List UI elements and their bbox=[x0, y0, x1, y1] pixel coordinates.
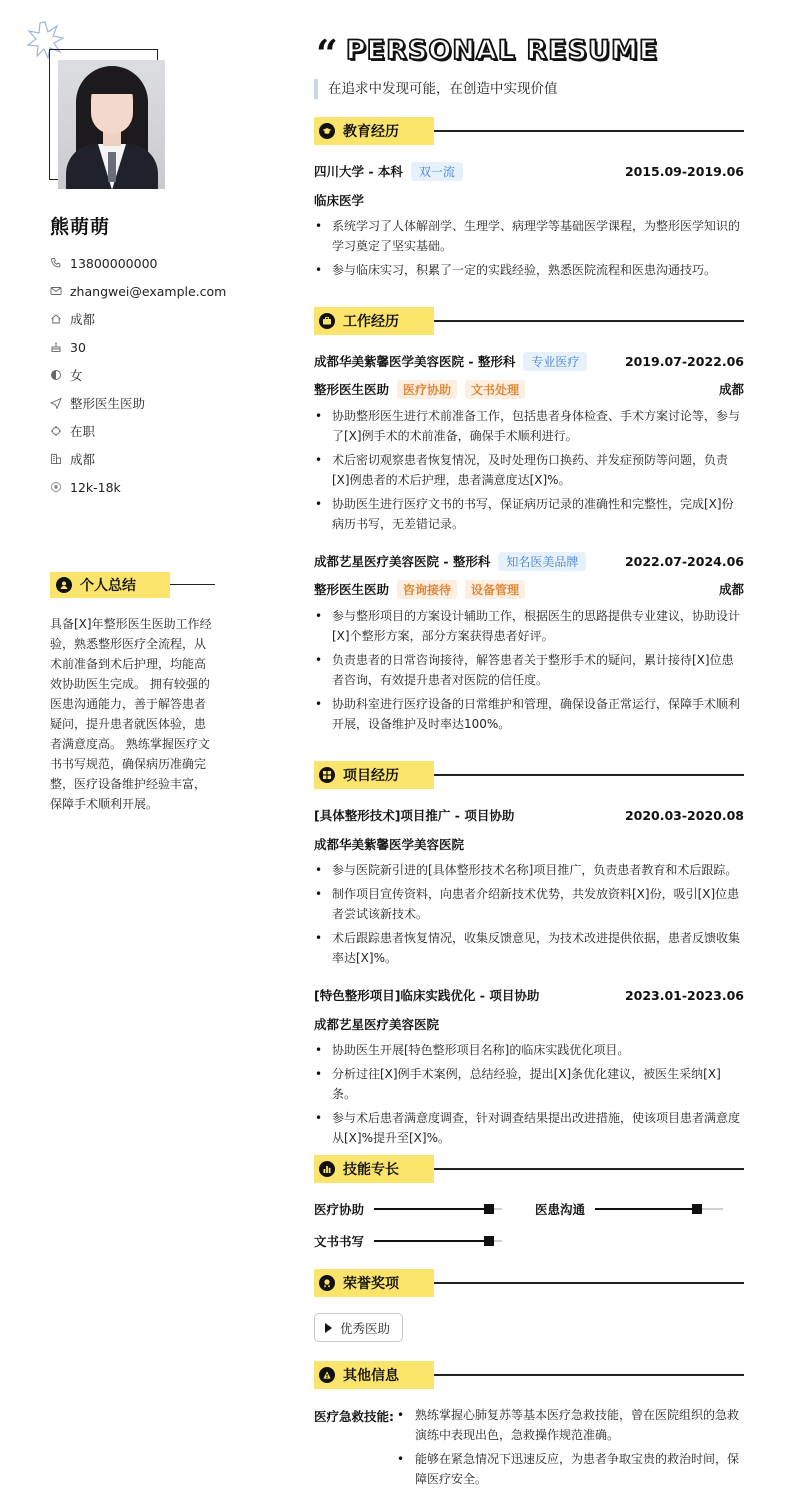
project-1-bullets bbox=[314, 860, 744, 972]
list-item: • 分析过往[X]例手术案例，总结经验，提出[X]条优化建议，被医生采纳[X]条。 bbox=[314, 1064, 744, 1104]
job-tag: 专业医疗 bbox=[523, 352, 587, 371]
mail-icon bbox=[50, 285, 62, 297]
school-name: 四川大学 - 本科 bbox=[314, 164, 403, 179]
award-item[interactable] bbox=[314, 1313, 403, 1342]
list-item: • 协助整形医生进行术前准备工作，包括患者身体检查、手术方案讨论等，参与了[X]例手术的术前准备，确保手术顺利进行。 bbox=[314, 406, 744, 446]
project-org: 成都艺星医疗美容医院 bbox=[314, 1017, 440, 1032]
job-position: 整形医生医助 bbox=[314, 382, 390, 397]
building-icon bbox=[50, 453, 62, 465]
job-1-header bbox=[314, 352, 744, 370]
info-age bbox=[50, 333, 226, 361]
resume-title-text: PERSONAL RESUME bbox=[345, 34, 659, 66]
job-period: 2019.07-2022.06 bbox=[624, 353, 744, 369]
job-city: 成都 bbox=[718, 382, 744, 397]
motto: 在追求中发现可能，在创造中实现价值 bbox=[314, 79, 558, 99]
resume-title bbox=[316, 30, 659, 76]
play-icon bbox=[325, 1323, 332, 1333]
gender-icon bbox=[50, 369, 62, 381]
list-item: • 参与术后患者满意度调查，针对调查结果提出改进措施，使该项目患者满意度从[X]%提升至[X]%。 bbox=[314, 1108, 744, 1148]
skill-tag: 文书处理 bbox=[465, 380, 525, 399]
skill-level-bar bbox=[595, 1208, 723, 1210]
profile-name: 熊萌萌 bbox=[50, 216, 111, 238]
list-item: • 制作项目宣传资料，向患者介绍新技术优势，共发放资料[X]份，吸引[X]位患者尝试该新技术。 bbox=[314, 884, 744, 924]
education-title: 教育经历 bbox=[343, 124, 399, 140]
info-age-text: 30 bbox=[70, 339, 86, 355]
avatar bbox=[58, 60, 165, 189]
info-status bbox=[50, 417, 226, 445]
list-item: • 熟练掌握心肺复苏等基本医疗急救技能，曾在医院组织的急救演练中表现出色，急救操作规范准确。 bbox=[396, 1405, 744, 1445]
skill-item bbox=[314, 1233, 502, 1249]
info-phone-text: 13800000000 bbox=[70, 255, 158, 271]
job-company: 成都华美紫馨医学美容医院 - 整形科 bbox=[314, 354, 516, 369]
list-item: • 术后跟踪患者恢复情况，收集反馈意见，为技术改进提供依据，患者反馈收集率达[X]%。 bbox=[314, 928, 744, 968]
home-icon bbox=[50, 313, 62, 325]
info-gender bbox=[50, 361, 226, 389]
skill-level-bar bbox=[374, 1208, 502, 1210]
project-name: [具体整形技术]项目推广 - 项目协助 bbox=[314, 808, 515, 823]
user-icon bbox=[56, 577, 72, 593]
list-item: • 能够在紧急情况下迅速反应，为患者争取宝贵的救治时间，保障医疗安全。 bbox=[396, 1449, 744, 1489]
quote-mark: “ bbox=[316, 31, 338, 76]
education-bullets bbox=[314, 216, 744, 284]
job-city: 成都 bbox=[718, 582, 744, 597]
list-item: • 协助医生进行医疗文书的书写，保证病历记录的准确性和完整性，完成[X]份病历书写，无差错记录。 bbox=[314, 494, 744, 534]
skill-level-knob bbox=[484, 1236, 494, 1246]
list-item: • 协助科室进行医疗设备的日常维护和管理，确保设备正常运行，保障手术顺利开展，设备维护及时率达100%。 bbox=[314, 694, 744, 734]
skill-level-knob bbox=[692, 1204, 702, 1214]
education-period: 2015.09-2019.06 bbox=[624, 163, 744, 179]
project-2-bullets bbox=[314, 1040, 744, 1152]
briefcase-icon bbox=[319, 313, 335, 329]
honors-title: 荣誉奖项 bbox=[343, 1276, 399, 1292]
status-icon bbox=[50, 425, 62, 437]
job-tag: 知名医美品牌 bbox=[498, 552, 586, 571]
honors-section-header bbox=[314, 1269, 744, 1297]
info-position bbox=[50, 389, 226, 417]
project-2-header bbox=[314, 986, 744, 1004]
project-1-header bbox=[314, 806, 744, 824]
job-company: 成都艺星医疗美容医院 - 整形科 bbox=[314, 554, 491, 569]
info-home-text: 成都 bbox=[70, 312, 96, 327]
skill-level-knob bbox=[484, 1204, 494, 1214]
info-city bbox=[50, 445, 226, 473]
education-row bbox=[314, 162, 744, 180]
info-home bbox=[50, 305, 226, 333]
skill-item bbox=[535, 1201, 723, 1217]
summary-title: 个人总结 bbox=[80, 578, 136, 594]
award-label: 优秀医助 bbox=[340, 1320, 391, 1336]
skill-tag: 设备管理 bbox=[465, 580, 525, 599]
project-org: 成都华美紫馨医学美容医院 bbox=[314, 837, 465, 852]
graduation-cap-icon bbox=[319, 123, 335, 139]
skill-tag: 咨询接待 bbox=[397, 580, 457, 599]
work-title: 工作经历 bbox=[343, 314, 399, 330]
other-bullets bbox=[396, 1405, 744, 1493]
education-major: 临床医学 bbox=[314, 193, 365, 208]
info-status-text: 在职 bbox=[70, 424, 96, 439]
list-item: • 参与医院新引进的[具体整形技术名称]项目推广，负责患者教育和术后跟踪。 bbox=[314, 860, 744, 880]
project-period: 2023.01-2023.06 bbox=[624, 987, 744, 1003]
cake-icon bbox=[50, 341, 62, 353]
skill-name: 文书书写 bbox=[314, 1234, 365, 1249]
grid-icon bbox=[319, 767, 335, 783]
sidebar bbox=[0, 0, 260, 1497]
summary-section-header bbox=[50, 572, 215, 598]
projects-title: 项目经历 bbox=[343, 768, 399, 784]
info-salary-text: 12k-18k bbox=[70, 479, 121, 495]
contact-info-list bbox=[50, 249, 226, 501]
other-title: 其他信息 bbox=[343, 1368, 399, 1384]
skill-tag: 医疗协助 bbox=[397, 380, 457, 399]
job-2-header bbox=[314, 552, 744, 570]
summary-text: 具备[X]年整形医生医助工作经验，熟悉整形医疗全流程，从术前准备到术后护理，均能高效协助医生完成。 拥有较强的医患沟通能力，善于解答患者疑问，提升患者就医体验，患者满意度高。 熟练掌握医疗文书书写规范，确保病历准确完整，医疗设备维护经验丰富，保障手术顺利开展。 bbox=[50, 617, 212, 811]
list-item: • 协助医生开展[特色整形项目名称]的临床实践优化项目。 bbox=[314, 1040, 744, 1060]
bar-chart-icon bbox=[319, 1161, 335, 1177]
salary-icon bbox=[50, 481, 62, 493]
job-position: 整形医生医助 bbox=[314, 582, 390, 597]
info-email bbox=[50, 277, 226, 305]
info-email-text: zhangwei@example.com bbox=[70, 283, 227, 299]
phone-icon bbox=[50, 257, 62, 269]
job-2-bullets bbox=[314, 606, 744, 738]
divider bbox=[170, 584, 215, 585]
info-city-text: 成都 bbox=[70, 452, 96, 467]
school-tag: 双一流 bbox=[411, 162, 463, 181]
job-period: 2022.07-2024.06 bbox=[624, 553, 744, 569]
job-2-role bbox=[314, 580, 744, 598]
education-section-header bbox=[314, 117, 744, 145]
send-icon bbox=[50, 397, 62, 409]
info-position-text: 整形医生医助 bbox=[70, 396, 146, 411]
skill-name: 医患沟通 bbox=[535, 1202, 586, 1217]
list-item: • 负责患者的日常咨询接待，解答患者关于整形手术的疑问，累计接待[X]位患者咨询，有效提升患者对医院的信任度。 bbox=[314, 650, 744, 690]
award-icon bbox=[319, 1275, 335, 1291]
other-section-header bbox=[314, 1361, 744, 1389]
skill-name: 医疗协助 bbox=[314, 1202, 365, 1217]
list-item: • 术后密切观察患者恢复情况，及时处理伤口换药、并发症预防等问题，负责[X]例患者的术后护理，患者满意度达[X]%。 bbox=[314, 450, 744, 490]
info-gender-text: 女 bbox=[70, 368, 83, 383]
list-item: • 参与临床实习，积累了一定的实践经验，熟悉医院流程和医患沟通技巧。 bbox=[314, 260, 744, 280]
skill-level-bar bbox=[374, 1240, 502, 1242]
skills-section-header bbox=[314, 1155, 744, 1183]
info-phone bbox=[50, 249, 226, 277]
list-item: • 系统学习了人体解剖学、生理学、病理学等基础医学课程，为整形医学知识的学习奠定了坚实基础。 bbox=[314, 216, 744, 256]
work-section-header bbox=[314, 307, 744, 335]
list-item: • 参与整形项目的方案设计辅助工作，根据医生的思路提供专业建议，协助设计[X]个整形方案，部分方案获得患者好评。 bbox=[314, 606, 744, 646]
job-1-bullets bbox=[314, 406, 744, 538]
skill-item bbox=[314, 1201, 502, 1217]
skills-title: 技能专长 bbox=[343, 1162, 399, 1178]
info-salary bbox=[50, 473, 226, 501]
project-name: [特色整形项目]临床实践优化 - 项目协助 bbox=[314, 988, 540, 1003]
other-label: 医疗急救技能: bbox=[314, 1409, 394, 1424]
projects-section-header bbox=[314, 761, 744, 789]
job-1-role bbox=[314, 380, 744, 398]
project-period: 2020.03-2020.08 bbox=[624, 807, 744, 823]
info-icon bbox=[319, 1367, 335, 1383]
